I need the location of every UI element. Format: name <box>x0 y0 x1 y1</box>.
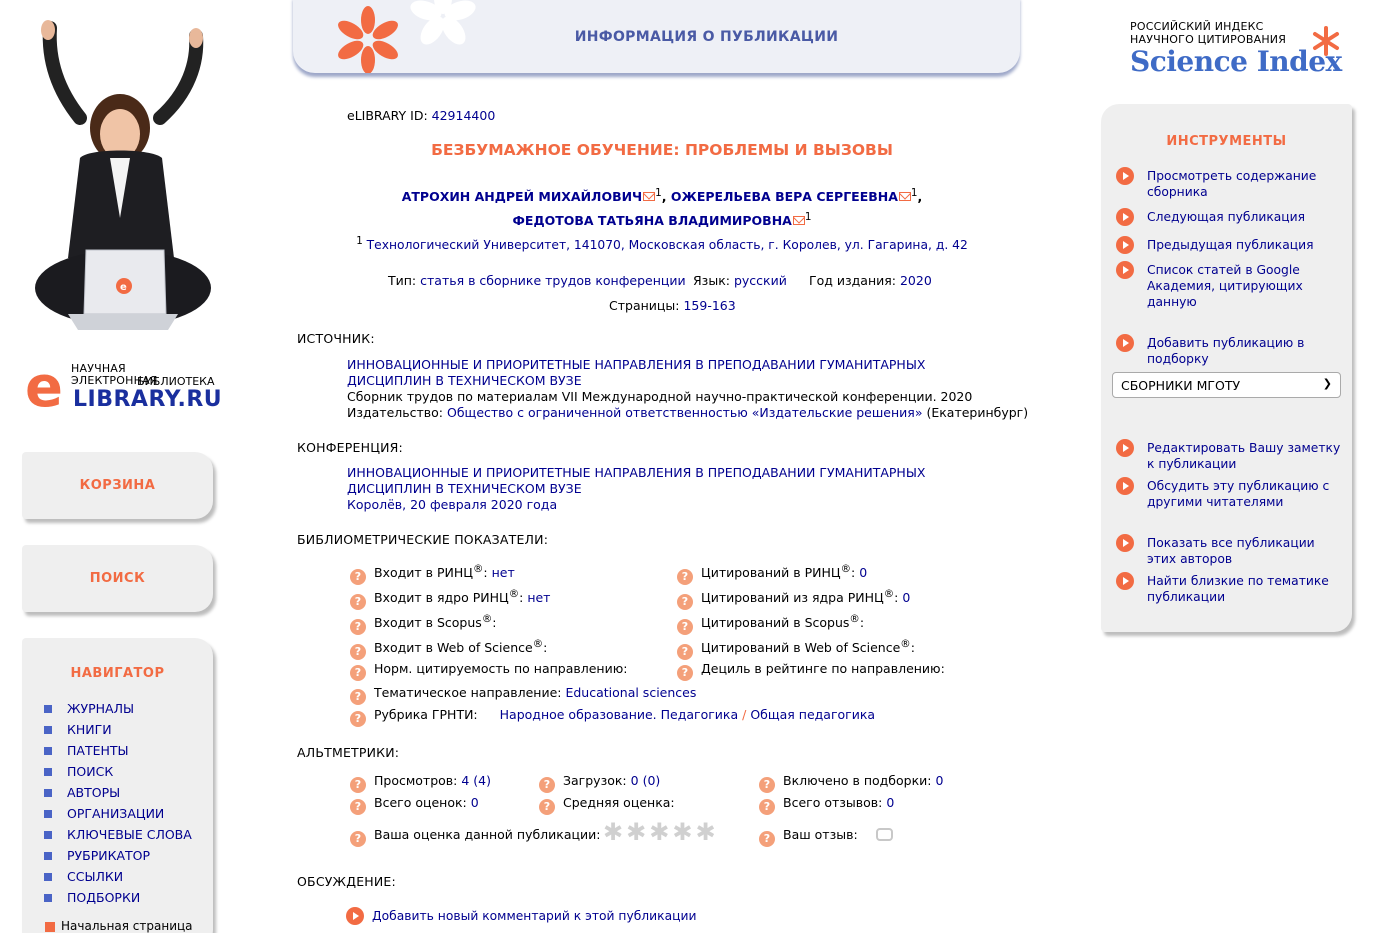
reg-mark: ® <box>508 588 520 600</box>
source-heading: ИСТОЧНИК: <box>297 331 375 346</box>
left-column <box>0 0 230 933</box>
ind-value[interactable]: Educational sciences <box>565 685 697 700</box>
source-title-line2[interactable]: ДИСЦИПЛИН В ТЕХНИЧЕСКОМ ВУЗЕ <box>347 373 582 388</box>
ind-scopus <box>350 613 496 635</box>
science-index-brand: Science Index <box>1130 45 1342 78</box>
nav-item-links[interactable]: ССЫЛКИ <box>22 869 213 890</box>
ind-value[interactable]: 0 <box>859 565 868 581</box>
help-icon[interactable]: ? <box>677 569 693 585</box>
publication-language <box>693 273 787 288</box>
tool-author-publications[interactable] <box>1147 535 1343 567</box>
conference-heading: КОНФЕРЕНЦИЯ: <box>297 440 403 455</box>
nav-item-books[interactable]: КНИГИ <box>22 722 213 743</box>
ind-colon: : <box>483 565 488 581</box>
email-icon[interactable] <box>643 192 655 201</box>
alt-value-extra[interactable]: (4) <box>473 773 492 788</box>
tool-label: Предыдущая публикация <box>1147 238 1314 252</box>
ind-rinc <box>350 563 515 585</box>
alt-avg-rating <box>539 795 675 815</box>
help-icon[interactable]: ? <box>350 799 366 815</box>
help-icon[interactable]: ? <box>350 831 366 847</box>
ind-cit-scopus <box>677 613 864 635</box>
tool-edit-note[interactable] <box>1147 440 1343 472</box>
chevron-down-icon: ❯ <box>1322 377 1332 390</box>
elibrary-id-label: eLIBRARY ID: <box>347 108 428 123</box>
nav-item-journals[interactable]: ЖУРНАЛЫ <box>22 701 213 722</box>
ind-colon: : <box>492 615 497 631</box>
alt-reviews <box>759 795 894 815</box>
publication-title: БЕЗБУМАЖНОЕ ОБУЧЕНИЕ: ПРОБЛЕМЫ И ВЫЗОВЫ <box>431 141 893 159</box>
pages-label: Страницы: <box>609 298 680 313</box>
reg-mark: ® <box>532 638 544 650</box>
reg-mark: ® <box>900 638 911 650</box>
alt-downloads <box>539 773 660 793</box>
arrow-right-icon <box>1116 236 1134 254</box>
pages-value: 159-163 <box>683 298 736 313</box>
year-value: 2020 <box>899 273 932 288</box>
grnti-sep: / <box>742 707 747 722</box>
author-affil-sup: 1 <box>655 187 662 199</box>
tool-google-scholar[interactable] <box>1147 262 1343 310</box>
affiliation <box>297 235 1027 252</box>
nav-item-patents[interactable]: ПАТЕНТЫ <box>22 743 213 764</box>
alt-value[interactable]: 0 <box>630 773 639 788</box>
star-icon[interactable]: ✱ <box>672 818 693 846</box>
alt-views <box>350 773 491 793</box>
alt-label: Средняя оценка: <box>563 795 675 810</box>
biblio-heading: БИБЛИОМЕТРИЧЕСКИЕ ПОКАЗАТЕЛИ: <box>297 532 549 547</box>
tool-next-publication[interactable] <box>1147 209 1343 225</box>
rating-stars <box>603 818 719 846</box>
ind-colon: : <box>894 590 899 606</box>
ind-colon: : <box>850 565 856 581</box>
tool-view-contents[interactable] <box>1147 168 1343 200</box>
navigator-panel <box>22 638 213 933</box>
nav-item-search[interactable]: ПОИСК <box>22 764 213 785</box>
ind-rinc-core <box>350 588 550 610</box>
ind-value: нет <box>491 565 515 581</box>
alt-label: Ваш отзыв: <box>783 827 858 842</box>
arrow-right-icon <box>1116 534 1134 552</box>
alt-label: Всего оценок: <box>374 795 467 810</box>
source-block <box>347 357 1028 421</box>
search-button[interactable] <box>22 545 213 612</box>
arrow-right-icon <box>1116 477 1134 495</box>
cart-label: КОРЗИНА <box>79 478 156 493</box>
help-icon[interactable]: ? <box>350 644 366 660</box>
alt-value[interactable]: 0 <box>886 795 895 810</box>
reg-mark: ® <box>840 563 851 575</box>
tool-label: Добавить публикацию в подборку <box>1147 336 1305 366</box>
ind-topic <box>350 685 696 705</box>
asterisk-icon <box>1310 24 1342 58</box>
ind-colon: : <box>910 640 915 656</box>
ind-cit-core <box>677 588 910 610</box>
ind-label: Тематическое направление: <box>374 685 562 700</box>
reg-mark: ® <box>472 563 484 575</box>
help-icon[interactable]: ? <box>677 594 693 610</box>
tool-discuss[interactable] <box>1147 478 1343 510</box>
ind-colon: : <box>859 615 865 631</box>
conference-place-date: Королёв, 20 февраля 2020 года <box>347 497 558 512</box>
author-affil-sup: 1 <box>910 187 918 199</box>
altmetrics-heading: АЛЬТМЕТРИКИ: <box>297 745 400 760</box>
help-icon[interactable]: ? <box>350 594 366 610</box>
ind-label: Рубрика ГРНТИ: <box>374 707 478 722</box>
elibrary-id-value[interactable]: 42914400 <box>431 108 496 123</box>
author-sep: , <box>661 189 667 205</box>
grnti-link[interactable]: Общая педагогика <box>750 707 876 722</box>
help-icon[interactable]: ? <box>539 799 555 815</box>
publication-year <box>809 273 932 288</box>
email-icon[interactable] <box>793 216 805 225</box>
authors-list <box>297 183 1027 231</box>
conference-block <box>347 465 925 513</box>
help-icon[interactable]: ? <box>539 777 555 793</box>
author-link[interactable]: ОЖЕРЕЛЬЕВА ВЕРА СЕРГЕЕВНА <box>670 189 898 205</box>
page-title: ИНФОРМАЦИЯ О ПУБЛИКАЦИИ <box>574 29 839 45</box>
arrow-right-icon <box>346 907 364 925</box>
ind-value[interactable]: 0 <box>902 590 911 606</box>
publication-main <box>297 0 1077 933</box>
year-label: Год издания: <box>809 273 896 288</box>
publisher-city: (Екатеринбург) <box>926 405 1029 420</box>
alt-label: Ваша оценка данной публикации: <box>374 827 601 842</box>
discussion-heading: ОБСУЖДЕНИЕ: <box>297 874 396 889</box>
affiliation-link[interactable]: Технологический Университет, 141070, Московская область, г. Королев, ул. Гагарина, д. 42 <box>366 238 968 253</box>
nav-item-keywords[interactable]: КЛЮЧЕВЫЕ СЛОВА <box>22 827 213 848</box>
ind-cit-rinc <box>677 563 867 585</box>
help-icon[interactable]: ? <box>350 569 366 585</box>
lang-label: Язык: <box>693 273 730 288</box>
alt-label: Всего отзывов: <box>783 795 883 810</box>
science-index-logo[interactable] <box>1130 20 1350 84</box>
reg-mark: ® <box>849 613 860 625</box>
elibrary-logo[interactable] <box>25 355 223 420</box>
elibrary-logo-e: e <box>25 355 63 420</box>
source-publisher <box>347 405 1028 421</box>
navigator-title: НАВИГАТОР <box>70 666 165 681</box>
tool-label: Список статей в Google Академия, цитирующих данную <box>1147 263 1303 309</box>
type-label: Тип: <box>388 273 417 288</box>
publisher-link[interactable]: Общество с ограниченной ответственностью «Издательские решения» <box>447 405 923 420</box>
add-comment-link[interactable] <box>372 908 772 924</box>
help-icon[interactable]: ? <box>350 665 366 681</box>
tool-label: Обсудить эту публикацию с другими читателями <box>1147 479 1330 509</box>
tool-label: Следующая публикация <box>1147 210 1306 224</box>
svg-text:e: e <box>120 282 127 293</box>
elibrary-id <box>347 108 495 123</box>
help-icon[interactable]: ? <box>350 711 366 727</box>
alt-your-rating <box>350 827 600 847</box>
library-logo-brand: LIBRARY.RU <box>73 387 223 412</box>
help-icon[interactable]: ? <box>350 619 366 635</box>
home-link[interactable] <box>45 919 193 933</box>
arrow-right-icon <box>1116 572 1134 590</box>
ind-wos <box>350 638 547 660</box>
nav-item-collections[interactable]: ПОДБОРКИ <box>22 890 213 911</box>
tool-label: Найти близкие по тематике публикации <box>1147 574 1329 604</box>
affiliation-sup: 1 <box>356 235 363 247</box>
add-comment-label: Добавить новый комментарий к этой публикации <box>372 909 697 923</box>
tool-label: Редактировать Вашу заметку к публикации <box>1147 441 1341 471</box>
help-icon[interactable]: ? <box>350 777 366 793</box>
alt-included <box>759 773 943 793</box>
arrow-right-icon <box>1116 208 1134 226</box>
email-icon[interactable] <box>899 192 911 201</box>
alt-your-review <box>759 827 893 847</box>
author-affil-sup: 1 <box>804 211 812 224</box>
author-sep: , <box>917 189 923 205</box>
reg-mark: ® <box>883 588 895 600</box>
help-icon[interactable]: ? <box>350 689 366 705</box>
tool-label: Показать все публикации этих авторов <box>1147 536 1315 566</box>
ind-label: Дециль в рейтинге по направлению: <box>701 661 945 676</box>
tool-prev-publication[interactable] <box>1147 237 1343 253</box>
conference-title-line1[interactable]: ИННОВАЦИОННЫЕ И ПРИОРИТЕТНЫЕ НАПРАВЛЕНИЯ В ПРЕПОДАВАНИИ ГУМАНИТАРНЫХ <box>347 465 926 480</box>
navigator-list <box>22 701 213 911</box>
ind-label: Цитирований в Scopus <box>701 615 850 631</box>
tool-add-to-collection[interactable] <box>1147 335 1343 367</box>
ind-label: Норм. цитируемость по направлению: <box>374 661 628 676</box>
comment-bubble-icon[interactable] <box>876 828 893 841</box>
type-value: статья в сборнике трудов конференции <box>420 273 686 288</box>
science-index-line2: НАУЧНОГО ЦИТИРОВАНИЯ <box>1130 33 1287 46</box>
collection-select-value: СБОРНИКИ МГОТУ <box>1121 378 1241 393</box>
cart-button[interactable] <box>22 452 213 519</box>
lang-value: русский <box>733 273 787 288</box>
ind-decile <box>677 661 945 681</box>
grnti-link[interactable]: Народное образование. Педагогика <box>499 707 739 722</box>
ind-label: Входит в РИНЦ <box>374 565 473 581</box>
ind-cit-wos <box>677 638 915 660</box>
alt-label: Загрузок: <box>563 773 627 788</box>
help-icon[interactable]: ? <box>677 644 693 660</box>
help-icon[interactable]: ? <box>759 799 775 815</box>
ind-label: Входит в Scopus <box>374 615 482 631</box>
alt-value-extra[interactable]: (0) <box>642 773 661 788</box>
nav-item-rubricator[interactable]: РУБРИКАТОР <box>22 848 213 869</box>
publication-type <box>388 273 686 288</box>
alt-label: Включено в подборки: <box>783 773 932 788</box>
collection-select[interactable] <box>1112 372 1341 398</box>
publication-pages <box>609 298 736 313</box>
arrow-right-icon <box>1116 261 1134 279</box>
science-index-line1: РОССИЙСКИЙ ИНДЕКС <box>1130 20 1264 33</box>
ind-label: Цитирований в РИНЦ <box>701 565 841 581</box>
ind-colon: : <box>543 640 548 656</box>
conference-title-line2[interactable]: ДИСЦИПЛИН В ТЕХНИЧЕСКОМ ВУЗЕ <box>347 481 582 496</box>
source-description: Сборник трудов по материалам VII Международной научно-практической конференции. 2020 <box>347 389 973 404</box>
nav-item-organizations[interactable]: ОРГАНИЗАЦИИ <box>22 806 213 827</box>
alt-value[interactable]: 0 <box>935 773 944 788</box>
nav-item-authors[interactable]: АВТОРЫ <box>22 785 213 806</box>
tool-label: Просмотреть содержание сборника <box>1147 169 1317 199</box>
tools-title: ИНСТРУМЕНТЫ <box>1166 134 1287 149</box>
library-logo-line1: НАУЧНАЯ ЭЛЕКТРОННАЯ <box>71 362 158 387</box>
ind-label: Входит в Web of Science <box>374 640 533 656</box>
source-title-line1[interactable]: ИННОВАЦИОННЫЕ И ПРИОРИТЕТНЫЕ НАПРАВЛЕНИЯ В ПРЕПОДАВАНИИ ГУМАНИТАРНЫХ <box>347 357 926 372</box>
reg-mark: ® <box>481 613 493 625</box>
star-icon[interactable]: ✱ <box>603 818 624 846</box>
user-photo-illustration <box>28 18 218 338</box>
home-link-label: Начальная страница <box>61 919 193 933</box>
help-icon[interactable]: ? <box>759 831 775 847</box>
star-icon[interactable]: ✱ <box>695 818 716 846</box>
ind-label: Входит в ядро РИНЦ <box>374 590 509 606</box>
search-label: ПОИСК <box>89 571 146 586</box>
publisher-label: Издательство: <box>347 405 444 420</box>
alt-label: Просмотров: <box>374 773 458 788</box>
ind-label: Цитирований из ядра РИНЦ <box>701 590 884 606</box>
ind-grnti <box>350 707 875 727</box>
author-link[interactable]: ФЕДОТОВА ТАТЬЯНА ВЛАДИМИРОВНА <box>512 213 792 229</box>
ind-colon: : <box>519 590 524 606</box>
alt-value[interactable]: 4 <box>461 773 470 788</box>
alt-value[interactable]: 0 <box>470 795 479 810</box>
arrow-right-icon <box>1116 334 1134 352</box>
arrow-right-icon <box>1116 439 1134 457</box>
star-icon[interactable]: ✱ <box>626 818 647 846</box>
help-icon[interactable]: ? <box>759 777 775 793</box>
alt-ratings <box>350 795 479 815</box>
help-icon[interactable]: ? <box>677 665 693 681</box>
arrow-right-icon <box>1116 167 1134 185</box>
library-logo-line2: БИБЛИОТЕКА <box>137 375 215 388</box>
tool-similar-publications[interactable] <box>1147 573 1343 605</box>
author-link[interactable]: АТРОХИН АНДРЕЙ МИХАЙЛОВИЧ <box>401 189 643 205</box>
ind-norm-citation <box>350 661 627 681</box>
ind-label: Цитирований в Web of Science <box>701 640 901 656</box>
star-icon[interactable]: ✱ <box>649 818 670 846</box>
tools-panel <box>1101 104 1352 632</box>
help-icon[interactable]: ? <box>677 619 693 635</box>
ind-value: нет <box>527 590 551 606</box>
